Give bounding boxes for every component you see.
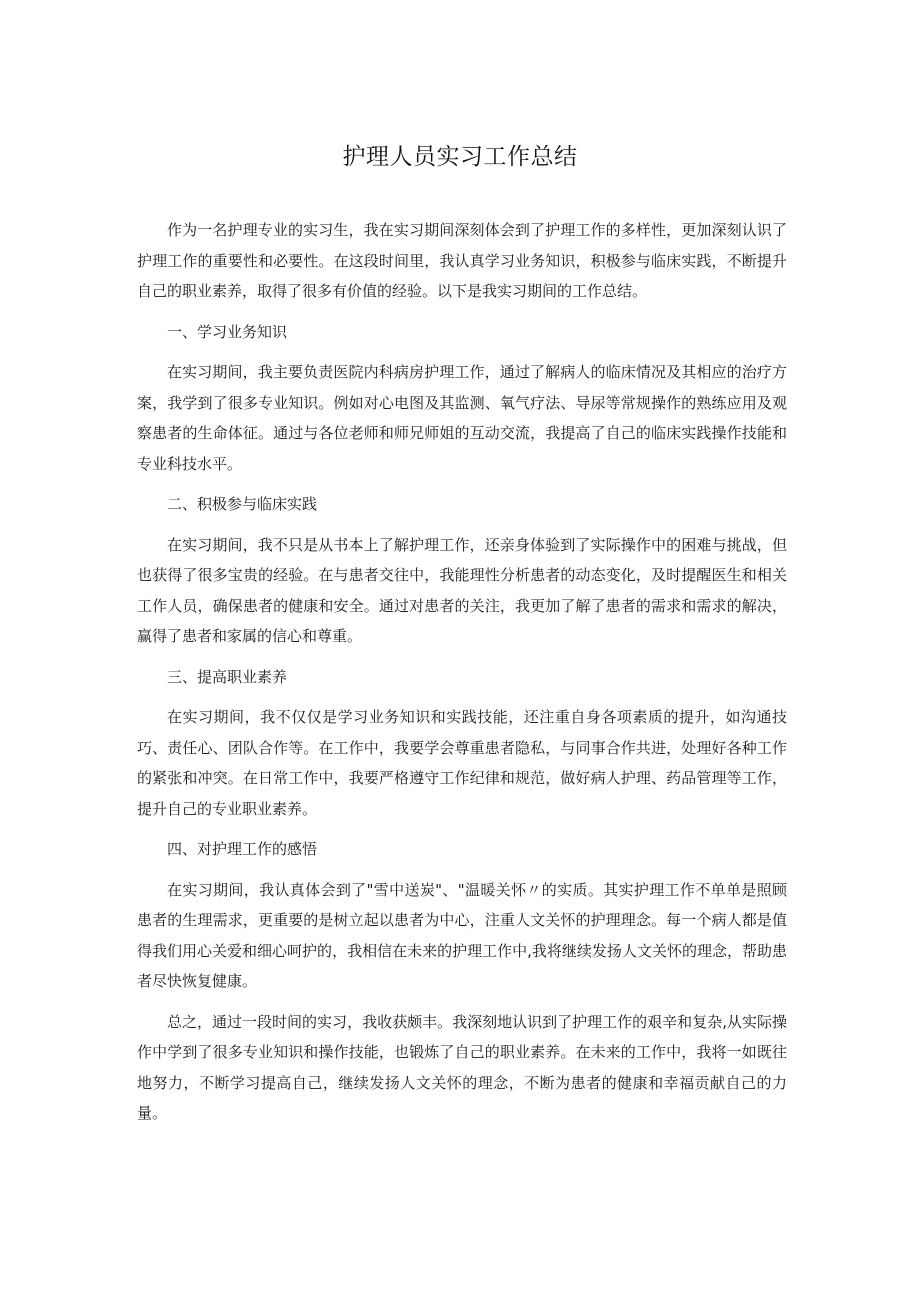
section-heading-3: 三、提高职业素养 — [167, 667, 288, 686]
conclusion-paragraph: 总之，通过一段时间的实习，我收获颇丰。我深刻地认识到了护理工作的艰辛和复杂,从实际操作中学到了很多专业知识和操作技能，也锻炼了自己的职业素养。在未来的工作中，我将一如既往地努力，不断学习提高自己，继续发扬人文关怀的理念，不断为患者的健康和幸福贡献自己的力量。 — [137, 1012, 787, 1122]
section-paragraph-4: 在实习期间，我认真体会到了"雪中送炭"、"温暖关怀〃的实质。其实护理工作不单单是照顾患者的生理需求，更重要的是树立起以患者为中心，注重人文关怀的护理理念。每一个病人都是值得我们用心关爱和细心呵护的，我相信在未来的护理工作中,我将继续发扬人文关怀的理念，帮助患者尽快恢复健康。 — [137, 880, 787, 990]
intro-paragraph: 作为一名护理专业的实习生，我在实习期间深刻体会到了护理工作的多样性，更加深刻认识了护理工作的重要性和必要性。在这段时间里，我认真学习业务知识，积极参与临床实践，不断提升自己的职业素养，取得了很多有价值的经验。以下是我实习期间的工作总结。 — [137, 221, 787, 300]
document-title: 护理人员实习工作总结 — [342, 144, 578, 170]
section-heading-1: 一、学习业务知识 — [167, 322, 288, 341]
section-paragraph-3: 在实习期间，我不仅仅是学习业务知识和实践技能，还注重自身各项素质的提升，如沟通技巧、责任心、团队合作等。在工作中，我要学会尊重患者隐私，与同事合作共进，处理好各种工作的紧张和冲突。在日常工作中，我要严格遵守工作纪律和规范，做好病人护理、药品管理等工作，提升自己的专业职业素养。 — [137, 708, 787, 818]
section-heading-4: 四、对护理工作的感悟 — [167, 840, 318, 858]
document-body — [137, 215, 787, 1139]
section-heading-2: 二、积极参与临床实践 — [167, 495, 318, 513]
section-paragraph-1: 在实习期间，我主要负责医院内科病房护理工作，通过了解病人的临床情况及其相应的治疗方案，我学到了很多专业知识。例如对心电图及其监测、氧气疗法、导尿等常规操作的熟练应用及观察患者的生命体征。通过与各位老师和师兄师姐的互动交流，我提高了自己的临床实践操作技能和专业科技水平。 — [137, 363, 787, 473]
section-paragraph-2: 在实习期间，我不只是从书本上了解护理工作，还亲身体验到了实际操作中的困难与挑战，但也获得了很多宝贵的经验。在与患者交往中，我能理性分析患者的动态变化，及时提醒医生和相关工作人员，确保患者的健康和安全。通过对患者的关注，我更加了解了患者的需求和需求的解决，赢得了患者和家属的信心和尊重。 — [137, 535, 787, 645]
